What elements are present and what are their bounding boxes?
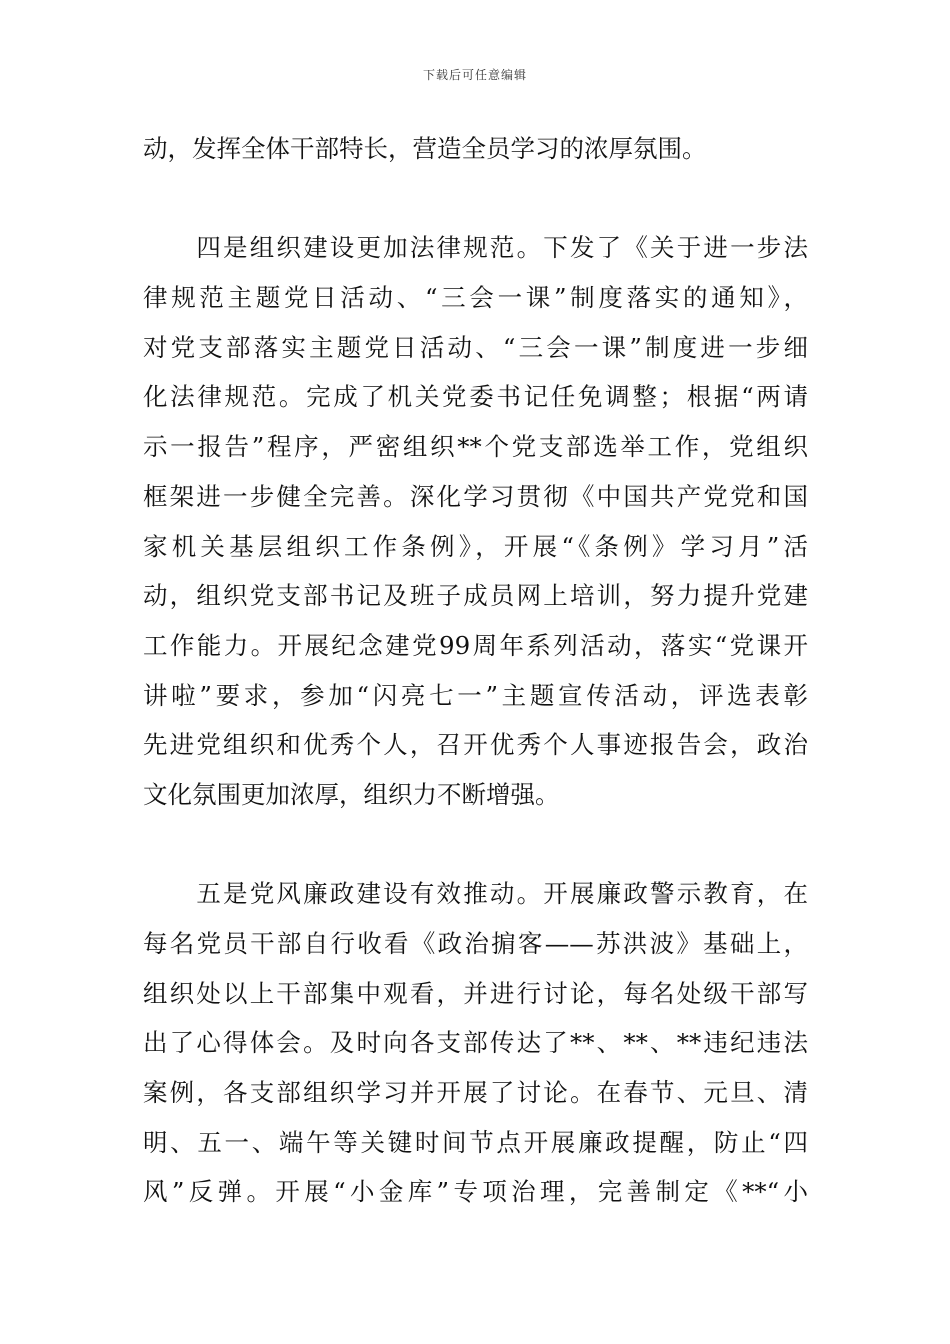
text-line: 框架进一步健全完善。深化学习贯彻《中国共产党党和国	[143, 481, 808, 511]
text-line: 化法律规范。完成了机关党委书记任免调整；根据“两请	[143, 382, 808, 412]
text-line: 示一报告”程序，严密组织**个党支部选举工作，党组织	[143, 432, 808, 462]
text-line: 明、五一、端午等关键时间节点开展廉政提醒，防止“四	[143, 1127, 808, 1157]
text-line: 动，组织党支部书记及班子成员网上培训，努力提升党建	[143, 581, 808, 611]
text-line: 四是组织建设更加法律规范。下发了《关于进一步法	[143, 233, 808, 263]
paragraph-gap	[143, 174, 808, 224]
text-line: 先进党组织和优秀个人，召开优秀个人事迹报告会，政治	[143, 730, 808, 760]
page-header: 下载后可任意编辑	[422, 68, 527, 82]
paragraph-continuation	[143, 124, 808, 174]
paragraph-organization	[143, 223, 808, 819]
text-line: 五是党风廉政建设有效推动。开展廉政警示教育，在	[143, 879, 808, 909]
text-line: 工作能力。开展纪念建党99周年系列活动，落实“党课开	[143, 630, 808, 660]
text-line: 动，发挥全体干部特长，营造全员学习的浓厚氛围。	[143, 134, 707, 163]
paragraph-integrity	[143, 869, 808, 1217]
text-line: 组织处以上干部集中观看，并进行讨论，每名处级干部写	[143, 978, 808, 1008]
text-line: 每名党员干部自行收看《政治掮客——苏洪波》基础上，	[143, 929, 808, 958]
text-line: 对党支部落实主题党日活动、“三会一课”制度进一步细	[143, 332, 808, 362]
text-line: 讲啦”要求，参加“闪亮七一”主题宣传活动，评选表彰	[143, 680, 808, 710]
text-line: 风”反弹。开展“小金库”专项治理，完善制定《**“小	[143, 1177, 808, 1207]
text-line: 出了心得体会。及时向各支部传达了**、**、**违纪违法	[143, 1028, 808, 1058]
text-line: 律规范主题党日活动、“三会一课”制度落实的通知》，	[143, 283, 808, 313]
text-line: 文化氛围更加浓厚，组织力不断增强。	[143, 779, 560, 809]
document-body	[143, 124, 808, 1217]
text-line: 案例，各支部组织学习并开展了讨论。在春节、元旦、清	[143, 1078, 808, 1108]
text-line: 家机关基层组织工作条例》，开展“《条例》学习月”活	[143, 531, 808, 561]
paragraph-gap	[143, 820, 808, 870]
